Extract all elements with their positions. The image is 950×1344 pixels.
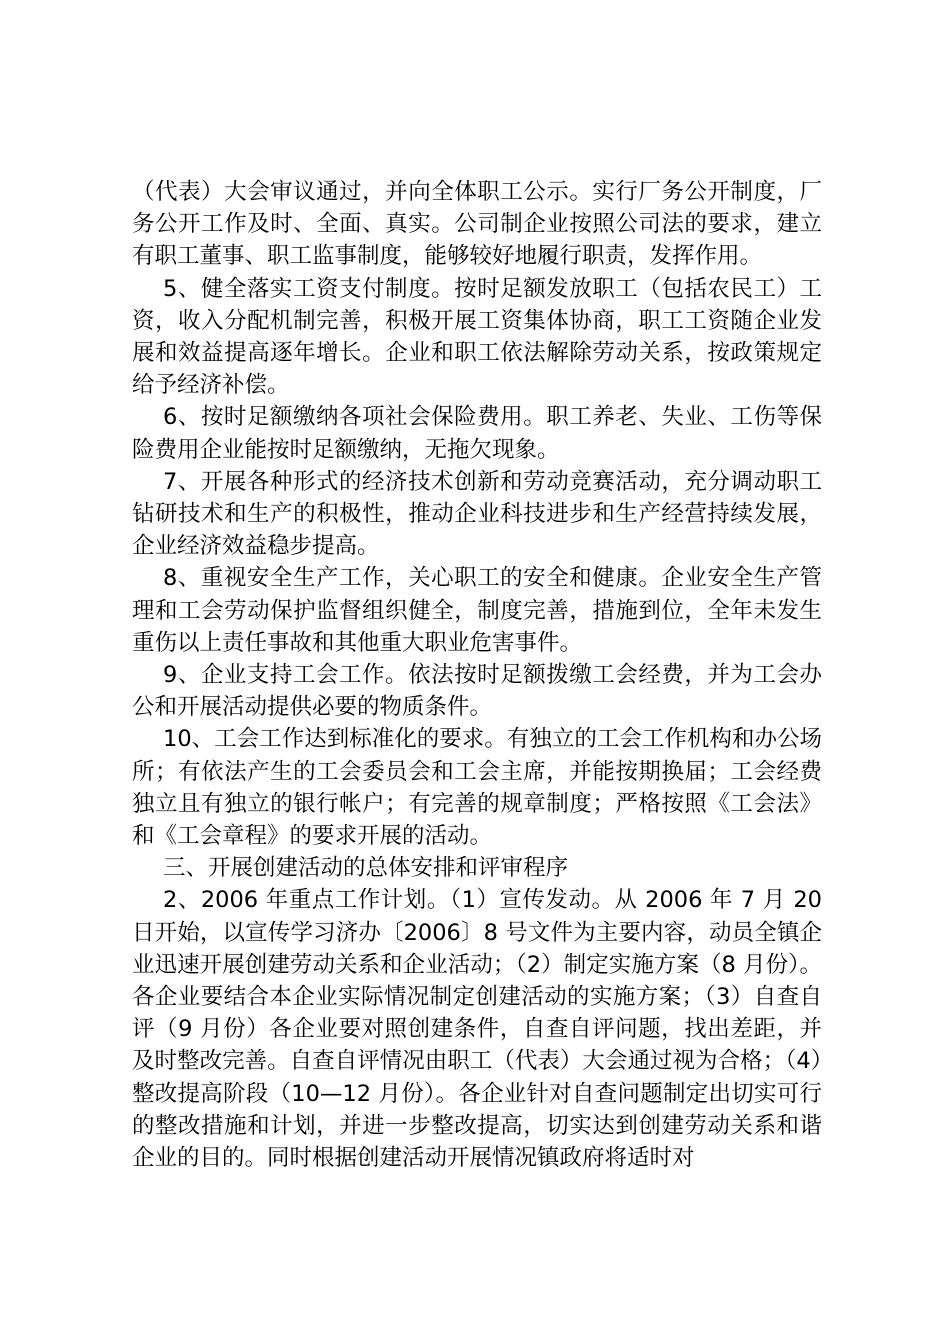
- paragraph-item-8: 8、重视安全生产工作，关心职工的安全和健康。企业安全生产管理和工会劳动保护监督组织健全，制度完善，措施到位，全年未发生重伤以上责任事故和其他重大职业危害事件。: [132, 565, 822, 656]
- document-body: [132, 176, 822, 1174]
- paragraph-item-10: 10、工会工作达到标准化的要求。有独立的工会工作机构和办公场所；有依法产生的工会委员会和工会主席，并能按期换届；工会经费独立且有独立的银行帐户；有完善的规章制度；严格按照《工会法》和《工会章程》的要求开展的活动。: [132, 726, 822, 850]
- paragraph-item-7: 7、开展各种形式的经济技术创新和劳动竞赛活动，充分调动职工钻研技术和生产的积极性，推动企业科技进步和生产经营持续发展，企业经济效益稳步提高。: [132, 468, 822, 560]
- section-heading: 三、开展创建活动的总体安排和评审程序: [163, 855, 569, 882]
- paragraph-continuation: （代表）大会审议通过，并向全体职工公示。实行厂务公开制度，厂务公开工作及时、全面、真实。公司制企业按照公司法的要求，建立有职工董事、职工监事制度，能够较好地履行职责，发挥作用。: [132, 179, 822, 270]
- paragraph-work-plan: 2、2006 年重点工作计划。（1）宣传发动。从 2006 年 7 月 20 日开始，以宣传学习济办〔2006〕8 号文件为主要内容，动员全镇企业迅速开展创建劳动关系和企业活动；（2）制定实施方案（8 月份）。各企业要结合本企业实际情况制定创建活动的实施方案；（3）自查自评（9 月份）各企业要对照创建条件，自查自评问题，找出差距，并及时整改完善。自查自评情况由职工（代表）大会通过视为合格；（4）整改提高阶段（10—12 月份）。各企业针对自查问题制定出切实可行的整改措施和计划，并进一步整改提高，切实达到创建劳动关系和谐企业的目的。同时根据创建活动开展情况镇政府将适时对: [132, 887, 822, 1172]
- paragraph-item-9: 9、企业支持工会工作。依法按时足额拨缴工会经费，并为工会办公和开展活动提供必要的物质条件。: [132, 662, 822, 721]
- paragraph-item-6: 6、按时足额缴纳各项社会保险费用。职工养老、失业、工伤等保险费用企业能按时足额缴纳，无拖欠现象。: [132, 404, 822, 463]
- paragraph-item-5: 5、健全落实工资支付制度。按时足额发放职工（包括农民工）工资，收入分配机制完善，积极开展工资集体协商，职工工资随企业发展和效益提高逐年增长。企业和职工依法解除劳动关系，按政策规定给予经济补偿。: [132, 275, 822, 399]
